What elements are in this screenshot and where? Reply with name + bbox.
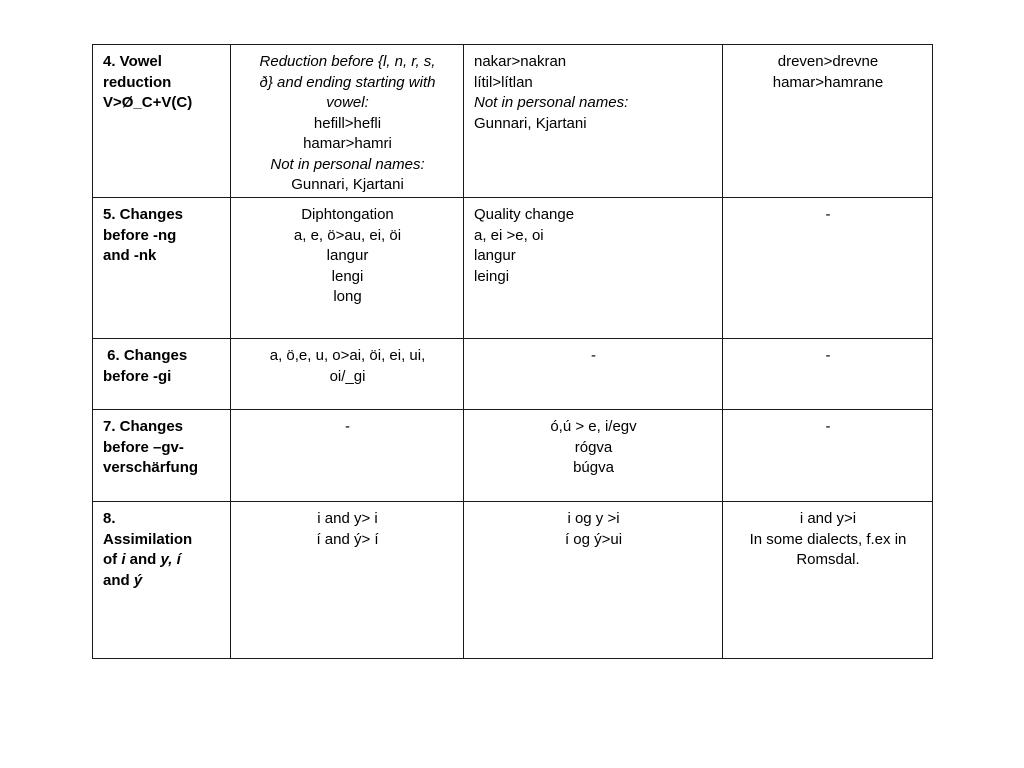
row-heading-cell <box>93 502 231 659</box>
cell-line: Assimilation <box>103 530 193 548</box>
row-heading-cell <box>93 339 231 410</box>
column-3-cell <box>464 410 723 502</box>
cell-line: ð} and ending starting with <box>259 73 436 91</box>
cell-line: V>Ø_C+V(C) <box>103 94 193 111</box>
cell-line: - <box>825 418 831 435</box>
column-3-cell <box>464 339 723 410</box>
cell-line: - <box>825 347 831 364</box>
cell-line: a, ei >e, oi <box>474 226 544 244</box>
column-2-cell <box>231 45 464 198</box>
row-heading-cell <box>93 410 231 502</box>
cell-line: lítil>lítlan <box>474 73 533 91</box>
column-4-cell <box>723 45 933 198</box>
column-4-cell <box>723 410 933 502</box>
cell-line: verschärfung <box>103 459 199 476</box>
text-fragment: ý <box>133 571 143 589</box>
cell-line: a, e, ö>au, ei, öi <box>293 226 402 244</box>
cell-line: and -nk <box>103 247 157 264</box>
cell-line: nakar>nakran <box>474 53 567 70</box>
cell-line: Gunnari, Kjartani <box>291 176 404 193</box>
column-2-cell <box>231 339 464 410</box>
cell-line: 4. Vowel <box>103 53 162 70</box>
cell-line: leingi <box>474 267 510 285</box>
table-row <box>93 198 933 339</box>
cell-line: dreven>drevne <box>777 53 879 70</box>
cell-line: long <box>333 288 362 305</box>
cell-line: Diphtongation <box>301 206 394 223</box>
cell-line <box>103 571 221 592</box>
column-3-cell <box>464 198 723 339</box>
cell-line: reduction <box>103 73 172 91</box>
text-fragment: i <box>121 551 126 568</box>
text-fragment: of <box>103 551 122 568</box>
cell-line: 6. Changes <box>103 347 188 364</box>
row-heading-cell <box>93 45 231 198</box>
column-2-cell <box>231 410 464 502</box>
cell-line: 7. Changes <box>103 418 184 435</box>
table-row <box>93 410 933 502</box>
cell-line: Not in personal names: <box>474 94 629 111</box>
cell-line: langur <box>326 247 369 264</box>
cell-line: 5. Changes <box>103 206 184 223</box>
cell-line: In some dialects, f.ex in <box>749 530 907 548</box>
column-4-cell <box>723 339 933 410</box>
cell-line: hamar>hamri <box>303 135 392 152</box>
cell-line: Gunnari, Kjartani <box>474 114 587 132</box>
cell-line: - <box>345 418 350 435</box>
cell-line: Quality change <box>474 206 575 223</box>
table-row <box>93 502 933 659</box>
cell-line: before -ng <box>103 226 177 244</box>
cell-line: búgva <box>573 459 614 476</box>
cell-line: Reduction before {l, n, r, s, <box>259 53 436 70</box>
cell-line: a, ö,e, u, o>ai, öi, ei, ui, <box>269 347 426 364</box>
column-2-cell <box>231 198 464 339</box>
cell-line: rógva <box>574 438 613 456</box>
column-3-cell <box>464 45 723 198</box>
cell-line: hamar>hamrane <box>772 73 884 91</box>
cell-line: Not in personal names: <box>270 155 425 173</box>
cell-line: before –gv- <box>103 438 184 456</box>
cell-line: vowel: <box>326 94 369 111</box>
column-4-cell <box>723 502 933 659</box>
column-4-cell <box>723 198 933 339</box>
text-fragment: and <box>125 551 161 568</box>
cell-line: lengi <box>331 267 364 285</box>
cell-line: before -gi <box>103 367 172 385</box>
cell-line <box>103 550 221 571</box>
table-row <box>93 339 933 410</box>
column-2-cell <box>231 502 464 659</box>
cell-line: - <box>825 206 831 223</box>
cell-line: - <box>591 347 596 364</box>
text-fragment: and <box>103 571 134 589</box>
table-row <box>93 45 933 198</box>
cell-line: i and y>i <box>799 510 857 527</box>
cell-line: í and ý> í <box>316 530 379 548</box>
cell-line: Romsdal. <box>796 551 860 568</box>
cell-line: hefill>hefli <box>313 114 382 132</box>
column-3-cell <box>464 502 723 659</box>
row-heading-cell <box>93 198 231 339</box>
text-fragment: y, í <box>160 551 181 568</box>
cell-line: 8. <box>103 510 116 527</box>
sound-changes-table <box>92 44 933 659</box>
cell-line: oi/_gi <box>329 367 366 385</box>
cell-line: í og ý>ui <box>564 530 623 548</box>
cell-line: i og y >i <box>567 510 620 527</box>
cell-line: ó,ú > e, i/egv <box>550 418 637 435</box>
cell-line: langur <box>474 247 516 264</box>
cell-line: i and y> i <box>317 510 378 527</box>
